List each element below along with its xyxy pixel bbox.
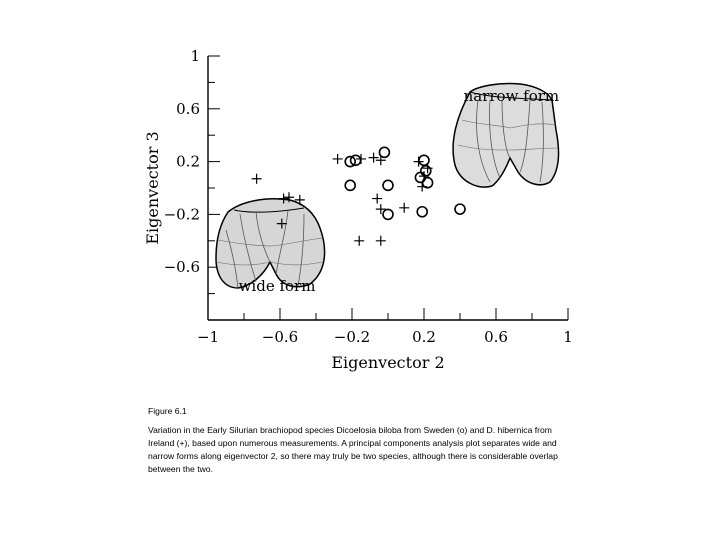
annotation-label: wide form — [238, 276, 316, 295]
figure-caption — [148, 405, 573, 476]
y-axis-title: Eigenvector 3 — [143, 131, 162, 245]
circle-point — [383, 180, 393, 190]
plus-point — [417, 182, 427, 192]
x-tick-label: 0.2 — [412, 328, 436, 346]
x-tick-label: −0.2 — [333, 328, 371, 346]
plus-point — [333, 154, 343, 164]
circle-point — [455, 204, 465, 214]
circle-point — [345, 180, 355, 190]
x-axis-title: Eigenvector 2 — [331, 353, 445, 372]
plus-point — [369, 153, 379, 163]
circle-point — [421, 166, 431, 176]
y-tick-label: −0.2 — [163, 205, 200, 224]
x-tick-label: −0.6 — [261, 328, 299, 346]
plus-point — [372, 194, 382, 204]
y-tick-label: 0.6 — [176, 99, 200, 118]
caption-text: Variation in the Early Silurian brachiopod species Dicoelosia biloba from Sweden (o) and D. hibernica from Ireland (+), based upon numerous measurements. A principal components analysis plot separates wide and narrow forms along eigenvector 2, so there may truly be two species, although there is considerable overlap between the two. — [148, 425, 558, 474]
wide-form-shell-illustration — [216, 199, 325, 288]
circle-point — [417, 207, 427, 217]
plus-point — [376, 204, 386, 214]
y-tick-label: 0.2 — [176, 152, 200, 171]
y-tick-label: −0.6 — [163, 258, 200, 277]
circle-point — [383, 209, 393, 219]
y-tick-label: 1 — [190, 47, 200, 65]
x-tick-label: 1 — [563, 328, 573, 346]
illustrations — [216, 83, 558, 288]
figure-label: Figure 6.1 — [148, 406, 187, 416]
plus-point — [354, 236, 364, 246]
x-tick-label: 0.6 — [484, 328, 508, 346]
plus-point — [376, 236, 386, 246]
plus-point — [252, 174, 262, 184]
annotation-label: narrow form — [463, 86, 560, 105]
plus-point — [399, 203, 409, 213]
x-tick-label: −1 — [196, 328, 220, 346]
